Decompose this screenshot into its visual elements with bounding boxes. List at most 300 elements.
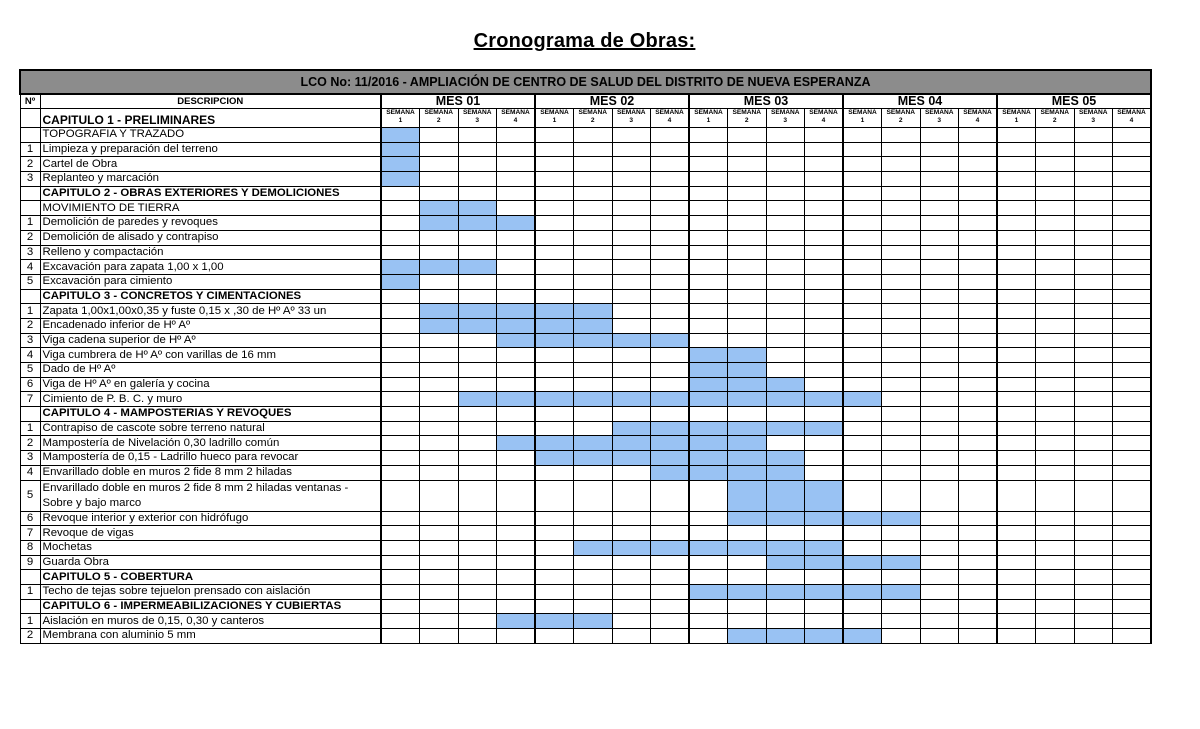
- gantt-cell: [689, 260, 728, 275]
- gantt-cell: [1113, 245, 1152, 260]
- gantt-cell: [689, 201, 728, 216]
- gantt-cell: [381, 304, 420, 319]
- gantt-cell: [381, 584, 420, 599]
- gantt-cell: [805, 260, 844, 275]
- gantt-cell: [1036, 407, 1075, 422]
- gantt-cell: [612, 407, 651, 422]
- gantt-cell: [1074, 128, 1113, 143]
- gantt-cell: [458, 289, 497, 304]
- gantt-cell: [1036, 584, 1075, 599]
- gantt-cell: [1036, 186, 1075, 201]
- gantt-cell: [766, 260, 805, 275]
- gantt-cell: [535, 289, 574, 304]
- table-row: [20, 584, 1151, 599]
- gantt-cell: [997, 201, 1036, 216]
- gantt-cell: [574, 526, 613, 541]
- gantt-bar-cell: [535, 614, 574, 629]
- gantt-cell: [805, 142, 844, 157]
- gantt-cell: [805, 348, 844, 363]
- gantt-cell: [612, 526, 651, 541]
- week-number: 3: [783, 117, 788, 124]
- gantt-cell: [1113, 614, 1152, 629]
- gantt-cell: [458, 584, 497, 599]
- gantt-cell: [1036, 333, 1075, 348]
- gantt-cell: [651, 186, 690, 201]
- gantt-bar-cell: [651, 392, 690, 407]
- gantt-cell: [458, 245, 497, 260]
- gantt-cell: [497, 245, 536, 260]
- gantt-cell: [728, 318, 767, 333]
- gantt-cell: [1074, 142, 1113, 157]
- gantt-bar-cell: [689, 392, 728, 407]
- gantt-cell: [843, 614, 882, 629]
- gantt-cell: [651, 172, 690, 187]
- gantt-cell: [1074, 289, 1113, 304]
- gantt-cell: [420, 363, 459, 378]
- gantt-cell: [1113, 318, 1152, 333]
- gantt-cell: [612, 465, 651, 480]
- gantt-cell: [1036, 392, 1075, 407]
- week-header: [766, 109, 805, 128]
- gantt-cell: [612, 555, 651, 570]
- gantt-cell: [535, 186, 574, 201]
- gantt-cell: [574, 216, 613, 231]
- gantt-cell: [843, 540, 882, 555]
- gantt-cell: [1074, 333, 1113, 348]
- gantt-cell: [381, 465, 420, 480]
- gantt-bar-cell: [651, 540, 690, 555]
- table-row: [20, 274, 1151, 289]
- table-row: [20, 216, 1151, 231]
- gantt-cell: [497, 480, 536, 511]
- gantt-cell: [612, 201, 651, 216]
- gantt-cell: [805, 201, 844, 216]
- gantt-cell: [651, 201, 690, 216]
- gantt-cell: [882, 451, 921, 466]
- gantt-bar-cell: [689, 451, 728, 466]
- gantt-cell: [920, 201, 959, 216]
- row-number: 1: [20, 216, 40, 231]
- gantt-cell: [420, 274, 459, 289]
- gantt-cell: [651, 480, 690, 511]
- gantt-cell: [1074, 451, 1113, 466]
- gantt-bar-cell: [728, 511, 767, 526]
- gantt-cell: [689, 511, 728, 526]
- gantt-bar-cell: [805, 511, 844, 526]
- gantt-cell: [1036, 555, 1075, 570]
- gantt-cell: [1036, 142, 1075, 157]
- gantt-cell: [805, 128, 844, 143]
- gantt-cell: [920, 172, 959, 187]
- gantt-cell: [843, 201, 882, 216]
- gantt-cell: [381, 230, 420, 245]
- gantt-cell: [997, 245, 1036, 260]
- gantt-cell: [843, 318, 882, 333]
- gantt-cell: [805, 230, 844, 245]
- gantt-cell: [1074, 570, 1113, 585]
- task-description: Mampostería de 0,15 - Ladrillo hueco para revocar: [40, 451, 381, 466]
- gantt-cell: [843, 172, 882, 187]
- gantt-cell: [805, 614, 844, 629]
- gantt-bar-cell: [805, 421, 844, 436]
- gantt-cell: [882, 436, 921, 451]
- gantt-cell: [766, 186, 805, 201]
- gantt-cell: [420, 289, 459, 304]
- gantt-cell: [381, 216, 420, 231]
- task-description: Mochetas: [40, 540, 381, 555]
- gantt-cell: [420, 526, 459, 541]
- gantt-cell: [728, 230, 767, 245]
- gantt-cell: [882, 172, 921, 187]
- gantt-bar-cell: [766, 465, 805, 480]
- gantt-cell: [959, 451, 998, 466]
- gantt-cell: [381, 629, 420, 644]
- gantt-bar-cell: [612, 333, 651, 348]
- week-header: [997, 109, 1036, 128]
- gantt-cell: [728, 304, 767, 319]
- month-header: MES 05: [997, 94, 1151, 109]
- gantt-cell: [1113, 172, 1152, 187]
- gantt-cell: [1074, 629, 1113, 644]
- gantt-cell: [535, 260, 574, 275]
- gantt-cell: [535, 570, 574, 585]
- gantt-cell: [959, 128, 998, 143]
- gantt-cell: [920, 289, 959, 304]
- gantt-cell: [1113, 451, 1152, 466]
- gantt-bar-cell: [458, 260, 497, 275]
- gantt-bar-cell: [381, 142, 420, 157]
- row-number: 3: [20, 333, 40, 348]
- gantt-cell: [920, 465, 959, 480]
- gantt-cell: [805, 570, 844, 585]
- gantt-cell: [420, 157, 459, 172]
- gantt-cell: [535, 540, 574, 555]
- gantt-cell: [843, 333, 882, 348]
- gantt-cell: [458, 555, 497, 570]
- gantt-cell: [574, 201, 613, 216]
- gantt-cell: [882, 201, 921, 216]
- gantt-cell: [497, 289, 536, 304]
- gantt-cell: [1074, 186, 1113, 201]
- gantt-cell: [458, 186, 497, 201]
- gantt-cell: [843, 377, 882, 392]
- gantt-cell: [574, 245, 613, 260]
- row-number: 3: [20, 245, 40, 260]
- gantt-cell: [535, 172, 574, 187]
- gantt-cell: [805, 245, 844, 260]
- gantt-bar-cell: [766, 377, 805, 392]
- week-label: SEMANA: [1117, 109, 1146, 116]
- gantt-cell: [420, 186, 459, 201]
- schedule-table: [19, 69, 1152, 644]
- gantt-cell: [882, 465, 921, 480]
- gantt-cell: [997, 584, 1036, 599]
- gantt-cell: [651, 511, 690, 526]
- gantt-cell: [612, 289, 651, 304]
- project-header: LCO No: 11/2016 - AMPLIACIÓN DE CENTRO DE SALUD DEL DISTRITO DE NUEVA ESPERANZA: [20, 70, 1151, 94]
- gantt-cell: [535, 157, 574, 172]
- gantt-cell: [1074, 216, 1113, 231]
- table-row: [20, 201, 1151, 216]
- gantt-bar-cell: [805, 392, 844, 407]
- table-row: [20, 629, 1151, 644]
- row-number: [20, 109, 40, 128]
- gantt-cell: [728, 526, 767, 541]
- gantt-cell: [843, 304, 882, 319]
- gantt-cell: [766, 157, 805, 172]
- gantt-cell: [997, 333, 1036, 348]
- gantt-cell: [882, 526, 921, 541]
- gantt-cell: [1113, 465, 1152, 480]
- task-description: Envarillado doble en muros 2 fide 8 mm 2 hiladas ventanas - Sobre y bajo marco: [40, 480, 381, 511]
- gantt-cell: [497, 421, 536, 436]
- gantt-cell: [574, 480, 613, 511]
- gantt-bar-cell: [805, 584, 844, 599]
- month-header: MES 04: [843, 94, 997, 109]
- week-label: SEMANA: [655, 109, 684, 116]
- gantt-cell: [805, 274, 844, 289]
- gantt-cell: [882, 348, 921, 363]
- task-description: Limpieza y preparación del terreno: [40, 142, 381, 157]
- row-number: [20, 570, 40, 585]
- gantt-cell: [535, 584, 574, 599]
- gantt-cell: [997, 480, 1036, 511]
- gantt-cell: [805, 407, 844, 422]
- table-row: [20, 230, 1151, 245]
- gantt-cell: [882, 421, 921, 436]
- gantt-cell: [728, 245, 767, 260]
- gantt-cell: [997, 128, 1036, 143]
- gantt-cell: [458, 451, 497, 466]
- month-header: MES 01: [381, 94, 535, 109]
- gantt-cell: [997, 570, 1036, 585]
- gantt-cell: [1074, 348, 1113, 363]
- gantt-cell: [420, 540, 459, 555]
- gantt-cell: [997, 540, 1036, 555]
- gantt-cell: [1074, 555, 1113, 570]
- week-number: 4: [1129, 117, 1134, 124]
- week-label: SEMANA: [616, 109, 646, 116]
- gantt-cell: [535, 274, 574, 289]
- week-label: SEMANA: [462, 109, 492, 116]
- gantt-bar-cell: [766, 392, 805, 407]
- gantt-bar-cell: [574, 318, 613, 333]
- gantt-cell: [612, 511, 651, 526]
- table-row: [20, 451, 1151, 466]
- gantt-cell: [882, 304, 921, 319]
- gantt-bar-cell: [766, 421, 805, 436]
- gantt-cell: [959, 392, 998, 407]
- table-row: [20, 511, 1151, 526]
- week-number: 2: [1052, 117, 1057, 124]
- gantt-cell: [920, 436, 959, 451]
- week-number: 3: [1091, 117, 1096, 124]
- gantt-cell: [381, 289, 420, 304]
- gantt-cell: [882, 128, 921, 143]
- gantt-bar-cell: [766, 480, 805, 511]
- gantt-cell: [381, 348, 420, 363]
- gantt-cell: [728, 260, 767, 275]
- week-number: 4: [821, 117, 826, 124]
- gantt-cell: [1074, 245, 1113, 260]
- gantt-bar-cell: [574, 614, 613, 629]
- gantt-cell: [535, 407, 574, 422]
- gantt-cell: [728, 614, 767, 629]
- week-label: SEMANA: [886, 109, 916, 116]
- row-number: 4: [20, 348, 40, 363]
- gantt-bar-cell: [651, 465, 690, 480]
- week-label: SEMANA: [1078, 109, 1108, 116]
- gantt-cell: [728, 142, 767, 157]
- gantt-cell: [497, 260, 536, 275]
- gantt-cell: [997, 392, 1036, 407]
- row-number: 4: [20, 260, 40, 275]
- gantt-cell: [959, 377, 998, 392]
- gantt-bar-cell: [689, 436, 728, 451]
- gantt-bar-cell: [574, 436, 613, 451]
- gantt-cell: [574, 421, 613, 436]
- gantt-cell: [805, 599, 844, 614]
- gantt-cell: [882, 599, 921, 614]
- gantt-cell: [1074, 407, 1113, 422]
- week-label: SEMANA: [770, 109, 800, 116]
- week-header: [843, 109, 882, 128]
- gantt-cell: [458, 274, 497, 289]
- gantt-cell: [728, 274, 767, 289]
- gantt-cell: [1113, 333, 1152, 348]
- gantt-cell: [651, 289, 690, 304]
- gantt-cell: [920, 318, 959, 333]
- gantt-cell: [959, 186, 998, 201]
- gantt-cell: [1074, 511, 1113, 526]
- chapter-title: CAPITULO 4 - MAMPOSTERIAS Y REVOQUES: [40, 407, 381, 422]
- gantt-cell: [1113, 392, 1152, 407]
- gantt-cell: [728, 186, 767, 201]
- gantt-cell: [766, 526, 805, 541]
- week-header: [420, 109, 459, 128]
- row-number: 1: [20, 584, 40, 599]
- gantt-bar-cell: [805, 480, 844, 511]
- gantt-bar-cell: [882, 584, 921, 599]
- gantt-cell: [574, 599, 613, 614]
- gantt-cell: [997, 377, 1036, 392]
- gantt-cell: [381, 599, 420, 614]
- gantt-cell: [920, 599, 959, 614]
- month-header: MES 02: [535, 94, 689, 109]
- gantt-cell: [1036, 363, 1075, 378]
- gantt-cell: [458, 614, 497, 629]
- week-number: 1: [552, 117, 557, 124]
- gantt-cell: [1113, 142, 1152, 157]
- gantt-cell: [843, 289, 882, 304]
- gantt-cell: [1113, 230, 1152, 245]
- gantt-cell: [535, 142, 574, 157]
- gantt-bar-cell: [728, 465, 767, 480]
- gantt-cell: [766, 142, 805, 157]
- gantt-cell: [766, 216, 805, 231]
- gantt-cell: [959, 421, 998, 436]
- gantt-cell: [458, 465, 497, 480]
- row-number: 4: [20, 465, 40, 480]
- gantt-cell: [997, 274, 1036, 289]
- gantt-cell: [997, 348, 1036, 363]
- gantt-bar-cell: [458, 201, 497, 216]
- gantt-cell: [1036, 511, 1075, 526]
- gantt-cell: [497, 540, 536, 555]
- gantt-cell: [458, 407, 497, 422]
- gantt-cell: [766, 230, 805, 245]
- table-row: [20, 109, 1151, 128]
- gantt-cell: [535, 511, 574, 526]
- gantt-cell: [574, 407, 613, 422]
- gantt-cell: [1113, 629, 1152, 644]
- gantt-cell: [843, 599, 882, 614]
- week-label: SEMANA: [578, 109, 608, 116]
- row-number: 5: [20, 480, 40, 511]
- gantt-cell: [882, 570, 921, 585]
- gantt-cell: [612, 584, 651, 599]
- gantt-cell: [805, 157, 844, 172]
- table-row: [20, 172, 1151, 187]
- gantt-bar-cell: [458, 216, 497, 231]
- gantt-cell: [1113, 407, 1152, 422]
- gantt-cell: [1113, 584, 1152, 599]
- task-description: Techo de tejas sobre tejuelon prensado con aislación: [40, 584, 381, 599]
- gantt-cell: [497, 407, 536, 422]
- gantt-cell: [574, 142, 613, 157]
- gantt-cell: [959, 142, 998, 157]
- gantt-cell: [997, 436, 1036, 451]
- gantt-bar-cell: [843, 511, 882, 526]
- gantt-cell: [920, 584, 959, 599]
- gantt-cell: [882, 480, 921, 511]
- gantt-cell: [805, 363, 844, 378]
- gantt-cell: [497, 230, 536, 245]
- gantt-cell: [920, 186, 959, 201]
- gantt-cell: [1036, 614, 1075, 629]
- gantt-cell: [959, 584, 998, 599]
- gantt-cell: [458, 333, 497, 348]
- gantt-cell: [612, 363, 651, 378]
- gantt-bar-cell: [497, 333, 536, 348]
- gantt-cell: [381, 511, 420, 526]
- gantt-cell: [420, 348, 459, 363]
- gantt-cell: [458, 230, 497, 245]
- gantt-cell: [535, 629, 574, 644]
- gantt-cell: [420, 511, 459, 526]
- gantt-cell: [689, 172, 728, 187]
- gantt-bar-cell: [689, 465, 728, 480]
- gantt-cell: [959, 230, 998, 245]
- table-row: [20, 142, 1151, 157]
- gantt-cell: [689, 230, 728, 245]
- task-description: Relleno y compactación: [40, 245, 381, 260]
- gantt-cell: [959, 555, 998, 570]
- week-number: 3: [475, 117, 480, 124]
- gantt-cell: [458, 157, 497, 172]
- gantt-cell: [458, 421, 497, 436]
- gantt-cell: [612, 230, 651, 245]
- gantt-cell: [612, 614, 651, 629]
- gantt-cell: [420, 584, 459, 599]
- gantt-cell: [1113, 511, 1152, 526]
- gantt-cell: [381, 392, 420, 407]
- row-number: 7: [20, 526, 40, 541]
- gantt-cell: [458, 436, 497, 451]
- gantt-cell: [612, 570, 651, 585]
- gantt-cell: [574, 377, 613, 392]
- week-header: [497, 109, 536, 128]
